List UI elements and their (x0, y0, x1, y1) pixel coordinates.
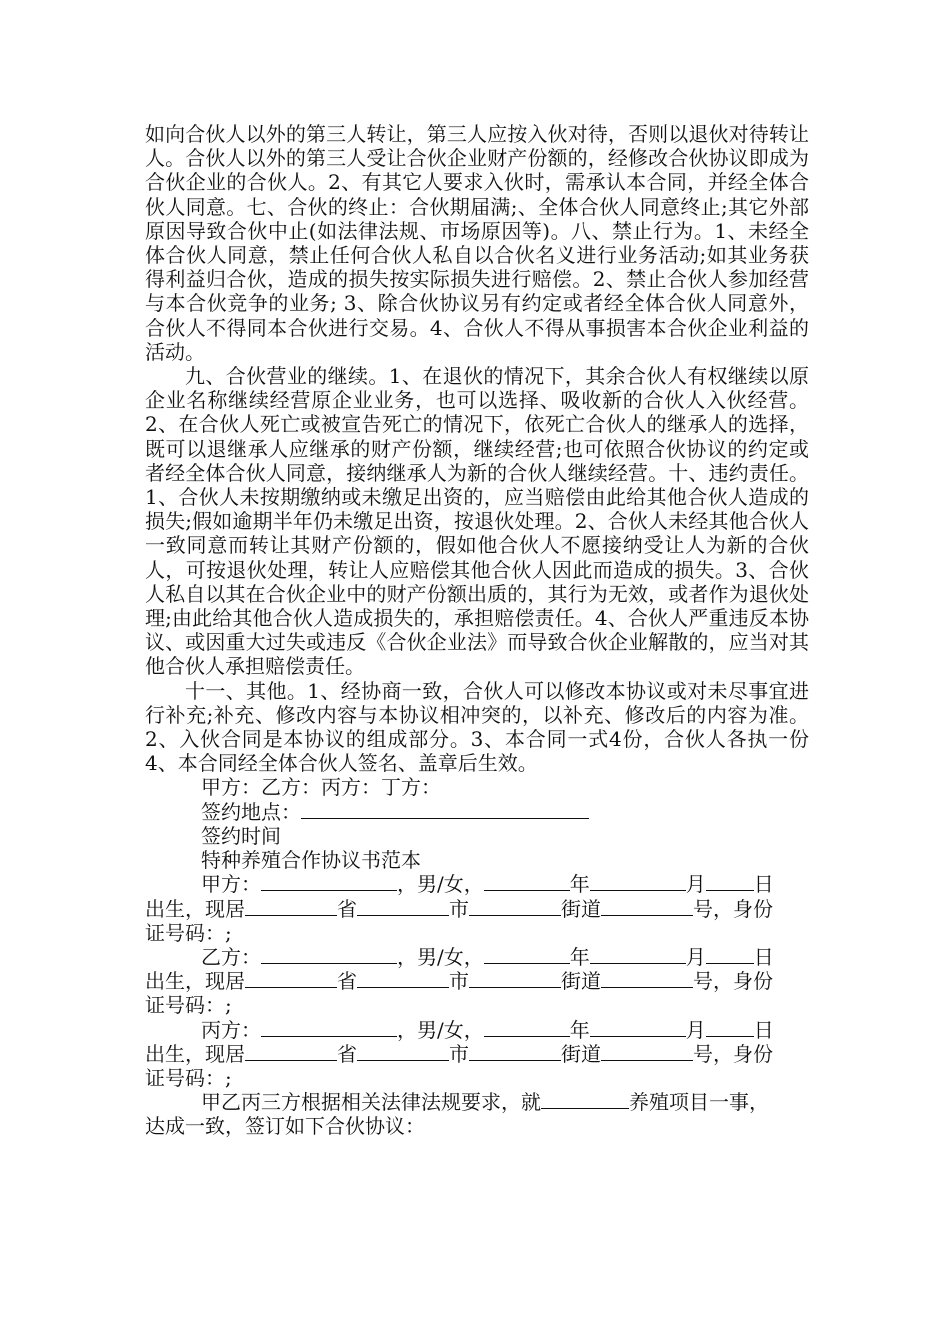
born-live-text: 出生，现居 (145, 969, 245, 994)
party-c-name-blank[interactable] (261, 1018, 397, 1037)
paragraph-1: 如向合伙人以外的第三人转让，第三人应按入伙对待，否则以退伙对待转让人。合伙人以外的第三人受让合伙企业财产份额的，经修改合伙协议即成为合伙企业的合伙人。2、有其它人要求入伙时，需承认本合同，并经全体合伙人同意。七、合伙的终止：合伙期届满;、全体合伙人同意终止;其它外部原因导致合伙中止(如法律法规、市场原因等)。八、禁止行为。1、未经全体合伙人同意，禁止任何合伙人私自以合伙名义进行业务活动;如其业务获得利益归合伙，造成的损失按实际损失进行赔偿。2、禁止合伙人参加经营与本合伙竞争的业务; 3、除合伙协议另有约定或者经全体合伙人同意外，合伙人不得同本合伙进行交易。4、合伙人不得从事损害本合伙企业利益的活动。 (145, 122, 809, 364)
day-text: 日 (753, 872, 774, 897)
party-c-line-1 (145, 1018, 809, 1042)
day-text: 日 (753, 944, 774, 969)
sign-time-label: 签约时间 (201, 823, 281, 848)
month-text: 月 (685, 944, 706, 969)
gender-text: ，男/女， (397, 872, 484, 897)
party-a-city-blank[interactable] (357, 897, 449, 916)
province-text: 省 (337, 969, 357, 994)
final-text-b: 养殖项目一事， (629, 1090, 769, 1115)
party-a-line-1 (145, 872, 809, 896)
city-text: 市 (449, 1041, 469, 1066)
number-text: 号，身份 (693, 1041, 773, 1066)
street-text: 街道 (561, 1041, 601, 1066)
party-a-province-blank[interactable] (245, 897, 337, 916)
party-a-month-blank[interactable] (590, 872, 686, 891)
sign-place-line (145, 800, 809, 824)
city-text: 市 (449, 896, 469, 921)
party-c-day-blank[interactable] (706, 1018, 754, 1037)
gender-text: ，男/女， (397, 1017, 484, 1042)
party-a-street-blank[interactable] (469, 897, 561, 916)
party-b-city-blank[interactable] (357, 969, 449, 988)
party-a-year-blank[interactable] (484, 872, 570, 891)
project-blank[interactable] (541, 1090, 629, 1109)
day-text: 日 (753, 1017, 774, 1042)
province-text: 省 (337, 1041, 357, 1066)
born-live-text: 出生，现居 (145, 896, 245, 921)
party-b-line-1 (145, 945, 809, 969)
party-c-year-blank[interactable] (484, 1018, 570, 1037)
party-b-number-blank[interactable] (601, 969, 693, 988)
month-text: 月 (685, 1017, 706, 1042)
final-text-a: 甲乙丙三方根据相关法律法规要求，就 (201, 1090, 541, 1115)
party-c-street-blank[interactable] (469, 1042, 561, 1061)
party-c-province-blank[interactable] (245, 1042, 337, 1061)
party-b-day-blank[interactable] (706, 945, 754, 964)
party-b-name-blank[interactable] (261, 945, 397, 964)
sign-place-label: 签约地点： (201, 799, 301, 824)
sign-place-blank[interactable] (301, 800, 589, 819)
gender-text: ，男/女， (397, 944, 484, 969)
year-text: 年 (569, 944, 590, 969)
number-text: 号，身份 (693, 969, 773, 994)
party-c-line-2 (145, 1042, 809, 1066)
party-c-number-blank[interactable] (601, 1042, 693, 1061)
number-text: 号，身份 (693, 896, 773, 921)
parties-signature-line: 甲方：乙方：丙方：丁方： (201, 775, 441, 800)
party-b-line-2 (145, 969, 809, 993)
final-paragraph-line-2: 达成一致，签订如下合伙协议： (145, 1114, 425, 1139)
year-text: 年 (569, 872, 590, 897)
new-document-title: 特种养殖合作协议书范本 (201, 848, 421, 873)
party-a-day-blank[interactable] (706, 872, 754, 891)
party-b-id-line: 证号码：; (145, 993, 232, 1018)
year-text: 年 (569, 1017, 590, 1042)
street-text: 街道 (561, 969, 601, 994)
party-a-label: 甲方： (201, 872, 261, 897)
party-a-name-blank[interactable] (261, 872, 397, 891)
paragraph-2: 九、合伙营业的继续。1、在退伙的情况下，其余合伙人有权继续以原企业名称继续经营原企业业务，也可以选择、吸收新的合伙人入伙经营。2、在合伙人死亡或被宣告死亡的情况下，依死亡合伙人的继承人的选择，既可以退继承人应继承的财产份额，继续经营;也可依照合伙协议的约定或者经全体合伙人同意，接纳继承人为新的合伙人继续经营。十、违约责任。1、合伙人未按期缴纳或未缴足出资的，应当赔偿由此给其他合伙人造成的损失;假如逾期半年仍未缴足出资，按退伙处理。2、合伙人未经其他合伙人一致同意而转让其财产份额的，假如他合伙人不愿接纳受让人为新的合伙人，可按退伙处理，转让人应赔偿其他合伙人因此而造成的损失。3、合伙人私自以其在合伙企业中的财产份额出质的，其行为无效，或者作为退伙处理;由此给其他合伙人造成损失的，承担赔偿责任。4、合伙人严重违反本协议、或因重大过失或违反《合伙企业法》而导致合伙企业解散的，应当对其他合伙人承担赔偿责任。 (145, 364, 809, 679)
party-a-number-blank[interactable] (601, 897, 693, 916)
paragraph-3: 十一、其他。1、经协商一致，合伙人可以修改本协议或对未尽事宜进行补充;补充、修改内容与本协议相冲突的，以补充、修改后的内容为准。2、入伙合同是本协议的组成部分。3、本合同一式4份，合伙人各执一份4、本合同经全体合伙人签名、盖章后生效。 (145, 678, 809, 776)
party-b-label: 乙方： (201, 944, 261, 969)
party-c-city-blank[interactable] (357, 1042, 449, 1061)
party-b-year-blank[interactable] (484, 945, 570, 964)
party-b-month-blank[interactable] (590, 945, 686, 964)
party-a-line-2 (145, 897, 809, 921)
party-b-province-blank[interactable] (245, 969, 337, 988)
month-text: 月 (685, 872, 706, 897)
party-a-id-line: 证号码：; (145, 920, 232, 945)
party-b-street-blank[interactable] (469, 969, 561, 988)
party-c-month-blank[interactable] (590, 1018, 686, 1037)
province-text: 省 (337, 896, 357, 921)
born-live-text: 出生，现居 (145, 1041, 245, 1066)
city-text: 市 (449, 969, 469, 994)
party-c-label: 丙方： (201, 1017, 261, 1042)
street-text: 街道 (561, 896, 601, 921)
party-c-id-line: 证号码：; (145, 1065, 232, 1090)
final-paragraph-line-1 (145, 1090, 809, 1114)
document-body (145, 122, 809, 1139)
